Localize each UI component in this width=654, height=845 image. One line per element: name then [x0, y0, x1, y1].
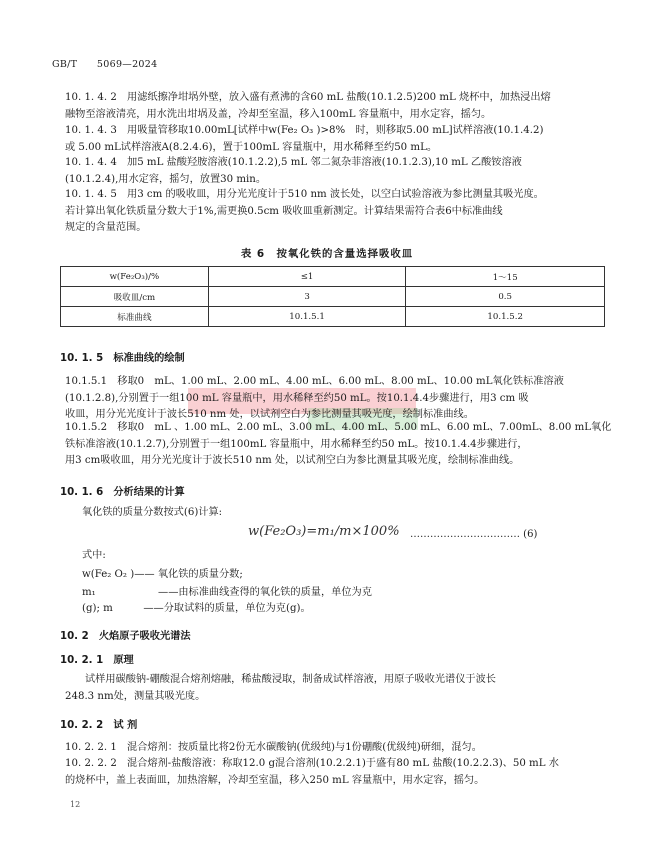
paragraph-10-2-2-1: [65, 740, 605, 757]
text-line: 铁标准溶液(10.1.2.7),分别置于一组100mL 容量瓶中，用水稀释至约50 mL。按10.1.4.4步骤进行，: [65, 438, 528, 450]
paragraph-10-1-4-4: [65, 155, 605, 188]
paragraph-10-2-2-2: [65, 756, 605, 789]
definition-m1-text: ——由标准曲线查得的氧化铁的质量，单位为克: [158, 587, 372, 598]
table-6-caption: 表 6 按氧化铁的含量选择吸收皿: [240, 248, 414, 260]
where-label: 式中:: [82, 550, 106, 561]
calc-intro: 氧化铁的质量分数按式(6)计算:: [82, 507, 223, 518]
paragraph-10-1-4-3: [65, 123, 605, 156]
definition-w: w(Fe₂ O₂ )—— 氧化铁的质量分数;: [82, 569, 243, 580]
text-line: 10. 1. 4. 3 用吸量管移取10.00mL[试样中w(Fe₂ O₃ )>8% 时，则移取5.00 mL]试样溶液(10.1.4.2): [65, 125, 544, 136]
section-heading-10-1-6: 10. 1. 6 分析结果的计算: [60, 487, 185, 498]
text-line: 248.3 nm处，测量其吸光度。: [65, 690, 206, 702]
table-row: [61, 287, 605, 307]
text-line: 收皿，用分光光度计于波长510 nm 处，以试剂空白为参比测量其吸光度，绘制标准曲线。: [65, 409, 474, 420]
text-line: 若计算出氧化铁质量分数大于1%,需更换0.5cm 吸收皿重新测定。计算结果需符合表6中标准曲线: [65, 205, 503, 217]
paragraph-10-1-4-5: [65, 187, 605, 237]
text-line: 10. 2. 2. 1 混合熔剂：按质量比将2份无水碳酸钠(优级纯)与1份硼酸(优级纯)研细，混匀。: [65, 742, 482, 753]
table-cell: ≤1: [208, 267, 406, 287]
section-heading-10-2: 10. 2 火焰原子吸收光谱法: [60, 631, 191, 642]
text-line: 或 5.00 mL试样溶液A(8.2.4.6)，置于100mL 容量瓶中，用水稀释至约50 mL。: [65, 141, 438, 153]
definition-m: (g); m ——分取试料的质量，单位为克(g)。: [82, 603, 311, 614]
text-line: (10.1.2.8),分别置于一组100 mL 容量瓶中，用水稀释至约50 mL。按10.1.4.4步骤进行，用3 cm 吸: [65, 392, 529, 404]
standard-code: GB/T 5069—2024: [52, 59, 158, 70]
table-cell: 10.1.5.1: [208, 307, 406, 327]
table-row: [61, 307, 605, 327]
text-line: 10.1.5.1 移取0 mL、1.00 mL、2.00 mL、4.00 mL、6.00 mL、8.00 mL、10.00 mL氧化铁标准溶液: [65, 376, 564, 387]
table-cell: 3: [208, 287, 406, 307]
definition-m1-symbol: m₁: [82, 587, 96, 598]
paragraph-10-1-4-2: [65, 90, 605, 123]
text-line: 的烧杯中，盖上表面皿，加热溶解，冷却至室温，移入250 mL 容量瓶中，用水定容，摇匀。: [65, 774, 485, 786]
section-heading-10-2-2: 10. 2. 2 试 剂: [60, 720, 138, 731]
section-heading-10-2-1: 10. 2. 1 原理: [60, 655, 134, 666]
table-cell: 吸收皿/cm: [61, 287, 209, 307]
text-line: 用3 cm吸收皿，用分光光度计于波长510 nm 处，以试剂空白为参比测量其吸光度，绘制标准曲线。: [65, 455, 520, 466]
equation-number: …………………………… (6): [410, 529, 538, 540]
text-line: 10. 1. 4. 5 用3 cm 的吸收皿，用分光光度计于510 nm 波长处，以空白试验溶液为参比测量其吸光度。: [65, 189, 544, 200]
text-line: 10. 2. 2. 2 混合熔剂-盐酸溶液：称取12.0 g混合溶剂(10.2.2.1)于盛有80 mL 盐酸(10.2.2.3)、50 mL 水: [65, 758, 559, 769]
text-line: 10. 1. 4. 2 用滤纸擦净坩埚外壁，放入盛有煮沸的含60 mL 盐酸(10.1.2.5)200 mL 烧杯中，加热浸出熔: [65, 92, 551, 103]
page-number: 12: [70, 800, 81, 809]
text-line: 规定的含量范围。: [65, 222, 147, 233]
table-6: [60, 266, 605, 327]
table-cell: 10.1.5.2: [406, 307, 605, 327]
text-line: 10.1.5.2 移取0 mL 、1.00 mL、2.00 mL、3.00 mL、4.00 mL、5.00 mL、6.00 mL、7.00mL、8.00 mL氧化: [65, 422, 612, 433]
table-row: [61, 267, 605, 287]
paragraph-10-1-5-1: [65, 374, 605, 424]
paragraph-10-1-5-2: [65, 420, 612, 470]
table-cell: 标准曲线: [61, 307, 209, 327]
text-line: 融物至溶液清亮，用水洗出坩埚及盖，冷却至室温，移入100mL 容量瓶中，用水定容，摇匀。: [65, 108, 492, 120]
table-cell: w(Fe₂O₃)/%: [61, 267, 209, 287]
text-line: 10. 1. 4. 4 加5 mL 盐酸羟胺溶液(10.1.2.2),5 mL 邻二氮杂菲溶液(10.1.2.3),10 mL 乙酸铵溶液: [65, 157, 522, 168]
text-line: 试样用碳酸钠-硼酸混合熔剂熔融，稀盐酸浸取，制备成试样溶液，用原子吸收光谱仪于波长: [85, 674, 496, 685]
table-cell: 0.5: [406, 287, 605, 307]
section-heading-10-1-5: 10. 1. 5 标准曲线的绘制: [60, 353, 185, 364]
paragraph-principle: [65, 672, 605, 705]
text-line: (10.1.2.4),用水定容，摇匀，放置30 min。: [65, 173, 267, 185]
formula-6: w(Fe₂O₃)=m₁/m×100%: [248, 524, 400, 539]
table-cell: 1～15: [406, 267, 605, 287]
